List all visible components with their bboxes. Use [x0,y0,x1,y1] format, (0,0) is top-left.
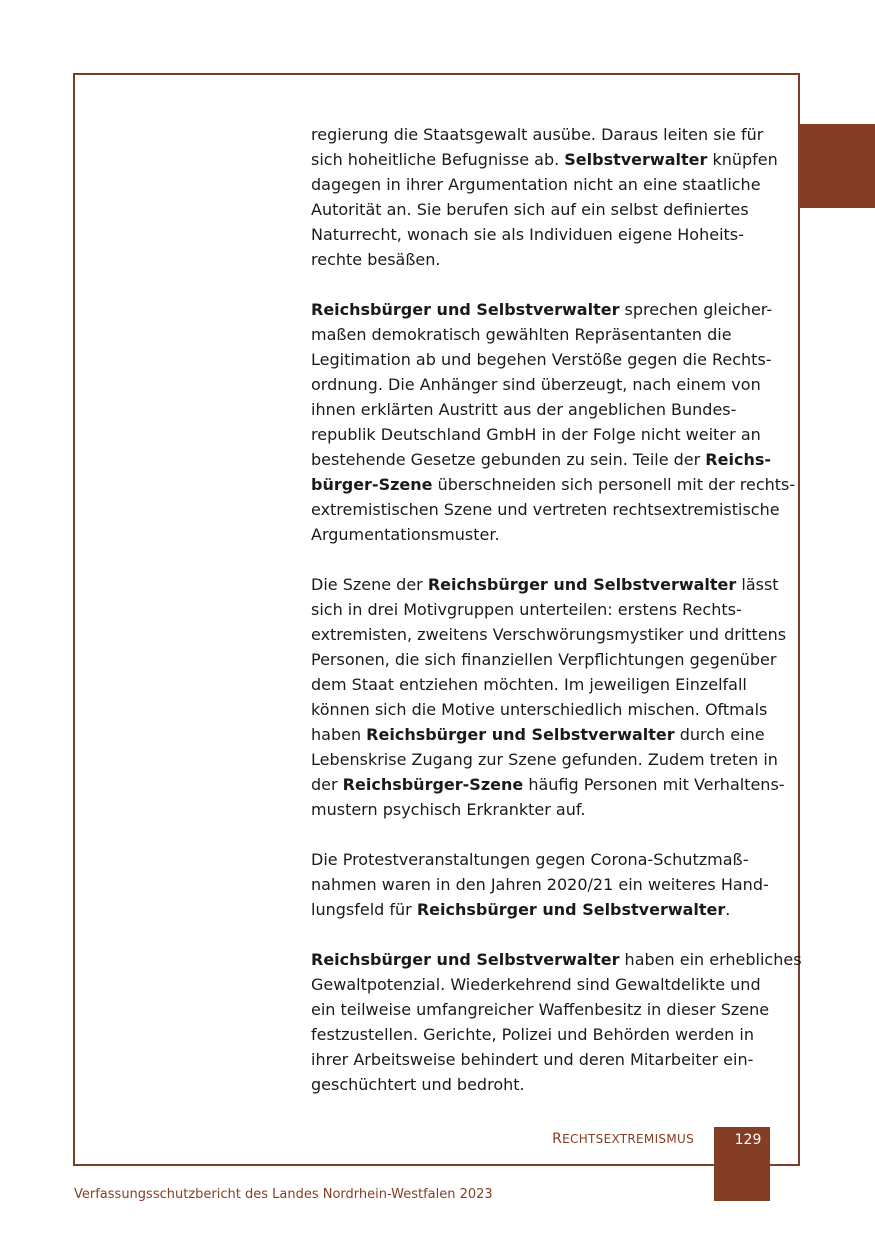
text-run: ihnen erklärten Austritt aus der angeblichen Bundes- [311,400,737,419]
text-run: mustern psychisch Erkrankter auf. [311,800,586,819]
text-line [311,222,779,247]
text-line [311,1047,779,1072]
text-run: ordnung. Die Anhänger sind überzeugt, nach einem von [311,375,761,394]
text-line [311,347,779,372]
text-run: haben ein erhebliches [619,950,802,969]
bold-term: Reichsbürger und Selbstverwalter [427,575,737,594]
text-run: lungsfeld für [311,900,417,919]
text-run: festzustellen. Gerichte, Polizei und Behörden werden in [311,1025,754,1044]
text-line [311,622,787,647]
text-run: können sich die Motive unterschiedlich mischen. Oftmals [311,700,768,719]
bold-term: Reichsbürger und Selbstverwalter [311,300,620,319]
text-run: sprechen gleicher- [619,300,773,319]
text-line [311,1072,779,1097]
page-number: 129 [734,1132,762,1148]
text-line [311,497,779,522]
text-run: dagegen in ihrer Argumentation nicht an eine staatliche [311,175,761,194]
text-run: Personen, die sich finanziellen Verpflichtungen gegenüber [311,650,777,669]
text-line [311,247,779,272]
text-line [311,772,785,797]
bold-term: Reichsbürger und Selbstverwalter [416,900,726,919]
text-line [311,447,779,472]
text-line [311,947,802,972]
text-line [311,197,779,222]
text-run: extremistischen Szene und vertreten rechtsextremistische [311,500,780,519]
text-line [311,522,779,547]
body-text [311,122,802,1097]
section-label-rest: ECHTSEXTREMISMUS [562,1132,694,1146]
text-run: haben [311,725,367,744]
text-run: knüpfen [707,150,778,169]
text-line [311,572,779,597]
text-run: regierung die Staatsgewalt ausübe. Daraus leiten sie für [311,125,764,144]
text-run: durch eine [674,725,765,744]
text-run: dem Staat entziehen möchten. Im jeweiligen Einzelfall [311,675,747,694]
text-run: republik Deutschland GmbH in der Folge nicht weiter an [311,425,761,444]
text-run: geschüchtert und bedroht. [311,1075,525,1094]
text-line [311,897,779,922]
text-line [311,422,779,447]
text-run: extremisten, zweitens Verschwörungsmystiker und drittens [311,625,787,644]
text-line [311,747,779,772]
text-line [311,797,779,822]
text-line [311,672,779,697]
bold-term: Reichsbürger und Selbstverwalter [366,725,675,744]
text-run: lässt [736,575,779,594]
text-run: häufig Personen mit Verhaltens- [523,775,785,794]
paragraph-gap [311,822,779,847]
text-run: Lebenskrise Zugang zur Szene gefunden. Zudem treten in [311,750,778,769]
text-run: bestehende Gesetze gebunden zu sein. Teile der [311,450,706,469]
text-run: der [311,775,343,794]
paragraph-gap [311,922,779,947]
paragraph [311,572,787,822]
paragraph [311,297,796,547]
text-run: Die Szene der [311,575,428,594]
paragraph-gap [311,547,779,572]
text-line [311,697,779,722]
text-line [311,597,779,622]
text-line [311,372,779,397]
text-run: Die Protestveranstaltungen gegen Corona-Schutzmaß- [311,850,749,869]
text-line [311,722,779,747]
text-run: überschneiden sich personell mit der rechts- [432,475,796,494]
text-run: sich hoheitliche Befugnisse ab. [311,150,565,169]
text-line [311,872,779,897]
text-line [311,472,796,497]
text-line [311,122,779,147]
bold-term: bürger-Szene [311,475,433,494]
paragraph-gap [311,272,779,297]
text-run: maßen demokratisch gewählten Repräsentanten die [311,325,732,344]
paragraph [311,122,779,272]
text-line [311,147,779,172]
text-run: ihrer Arbeitsweise behindert und deren Mitarbeiter ein- [311,1050,754,1069]
text-line [311,172,779,197]
bold-term: Reichsbürger und Selbstverwalter [311,950,620,969]
bold-term: Reichs- [705,450,771,469]
page-number-box [714,1127,770,1201]
text-run: Autorität an. Sie berufen sich auf ein selbst definiertes [311,200,749,219]
paragraph [311,947,802,1097]
text-run: Gewaltpotenzial. Wiederkehrend sind Gewaltdelikte und [311,975,761,994]
text-line [311,297,779,322]
text-run: ein teilweise umfangreicher Waffenbesitz in dieser Szene [311,1000,770,1019]
text-run: Naturrecht, wonach sie als Individuen eigene Hoheits- [311,225,744,244]
bold-term: Selbstverwalter [564,150,708,169]
chapter-tab-marker [799,124,875,208]
text-line [311,847,779,872]
section-label [552,1131,694,1147]
text-run: rechte besäßen. [311,250,441,269]
bold-term: Reichsbürger-Szene [342,775,524,794]
text-line [311,647,779,672]
text-line [311,322,779,347]
text-line [311,1022,779,1047]
section-label-initial: R [552,1131,563,1147]
text-run: . [725,900,731,919]
text-line [311,997,779,1022]
text-line [311,972,779,997]
paragraph [311,847,779,922]
footer-publication-title: Verfassungsschutzbericht des Landes Nordrhein-Westfalen 2023 [74,1187,493,1202]
text-run: Argumentationsmuster. [311,525,500,544]
text-line [311,397,779,422]
text-run: nahmen waren in den Jahren 2020/21 ein weiteres Hand- [311,875,769,894]
text-run: sich in drei Motivgruppen unterteilen: erstens Rechts- [311,600,742,619]
text-run: Legitimation ab und begehen Verstöße gegen die Rechts- [311,350,772,369]
